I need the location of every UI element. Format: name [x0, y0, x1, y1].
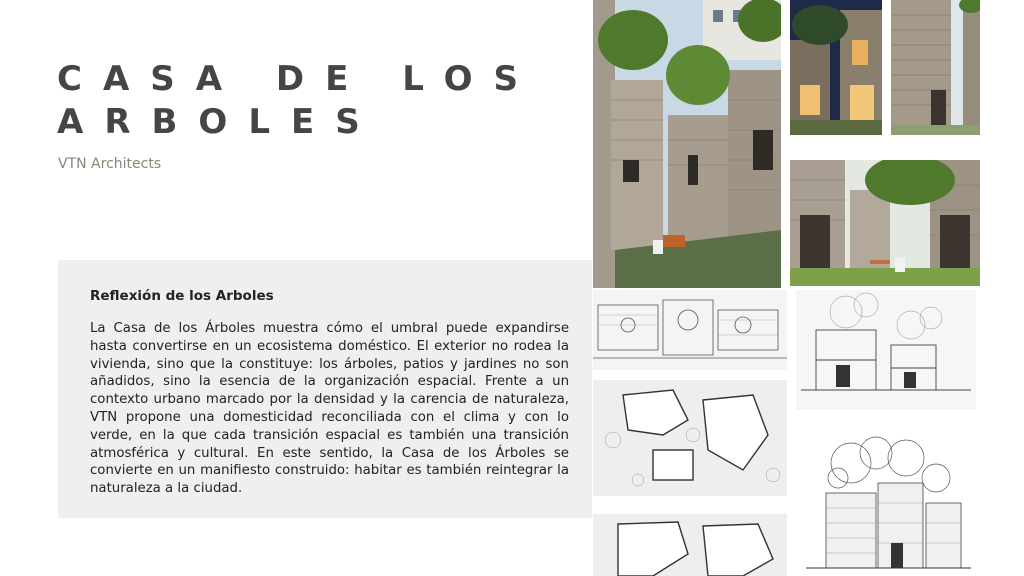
drawing-elevation — [796, 428, 980, 576]
photo-courtyard-aerial — [593, 0, 781, 288]
drawing-site-plan — [593, 290, 787, 370]
page-title — [57, 58, 539, 144]
architect-name: VTN Architects — [58, 156, 162, 172]
title-line-2: ARBOLES — [57, 102, 381, 142]
drawing-floor-plan-upper — [593, 514, 787, 576]
reflection-body: La Casa de los Árboles muestra cómo el umbral puede expandirse hasta convertirse en un ecosistema doméstico. El exterior no rodea la vivienda, sino que la constituye: los árboles, patios y jardines no son añadidos, sino la esencia de la organización espacial. Frente a un contexto urbano marcado por la densidad y la carencia de naturaleza, VTN propone una domesticidad reconciliada con el clima y con lo verde, en la que cada transición espacial es también una transición atmosférica y cultural. En este sentido, la Casa de los Árboles se convierte en un manifiesto construido: habitar es también reintegrar la naturaleza a la ciudad. — [90, 321, 569, 497]
drawing-floor-plan — [593, 380, 787, 496]
photo-night-facade — [790, 0, 882, 135]
reflection-panel — [58, 260, 592, 518]
drawing-section — [796, 290, 976, 410]
photo-courtyard-table — [790, 160, 980, 286]
title-line-1: CASA DE LOS — [57, 59, 540, 99]
reflection-heading: Reflexión de los Arboles — [90, 288, 274, 304]
photo-day-facade — [891, 0, 980, 135]
